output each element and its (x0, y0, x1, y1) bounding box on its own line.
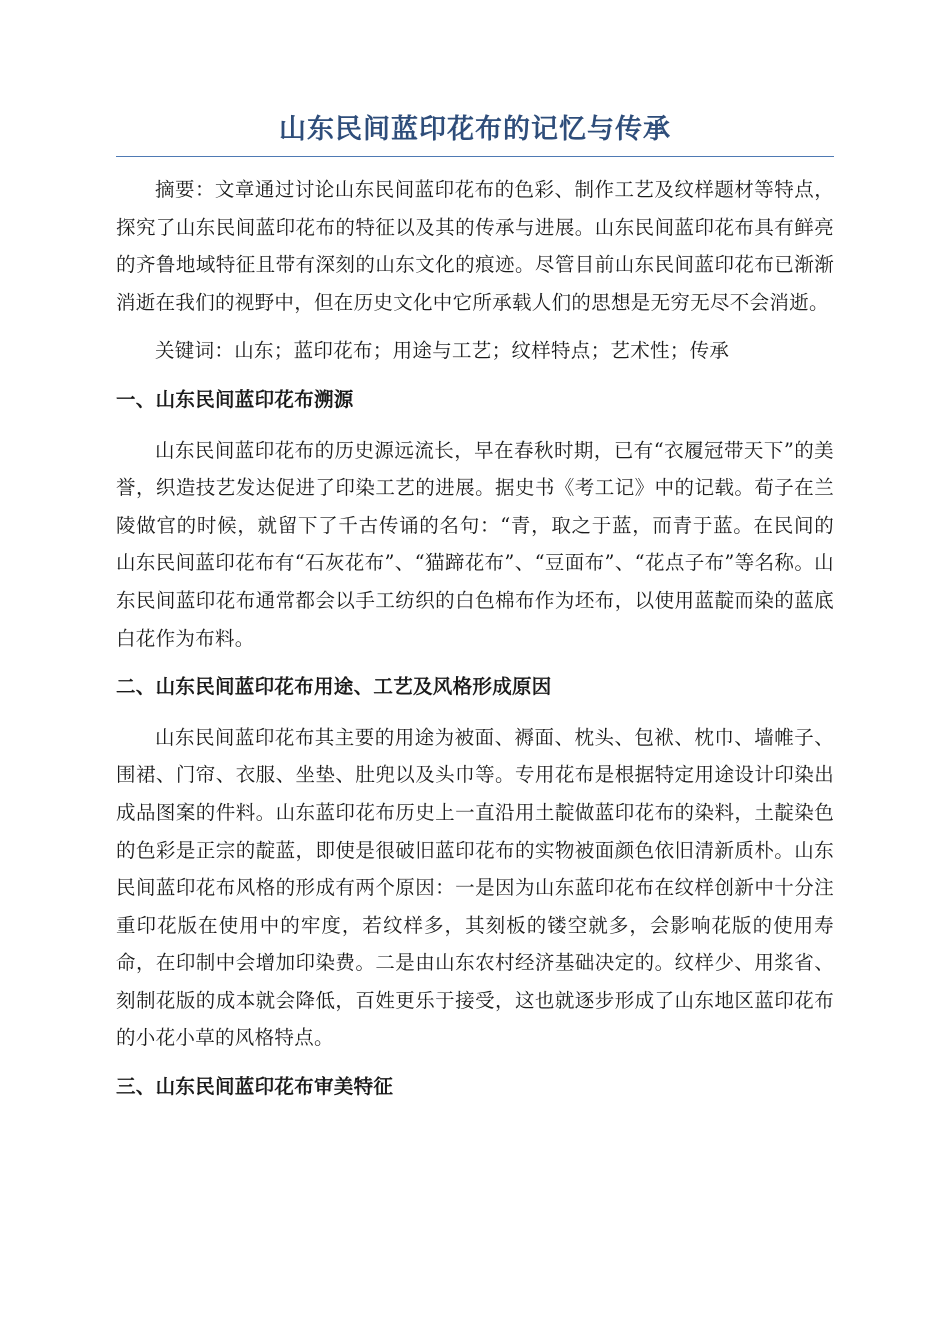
document-page (116, 104, 834, 1106)
title-underline (116, 156, 834, 157)
section-heading-3: 三、山东民间蓝印花布审美特征 (116, 1075, 394, 1099)
section-body-2: 山东民间蓝印花布其主要的用途为被面、褥面、枕头、包袱、枕巾、墙帷子、围裙、门帘、衣服、坐垫、肚兜以及头巾等。专用花布是根据特定用途设计印染出成品图案的件料。山东蓝印花布历史上一直沿用土靛做蓝印花布的染料，土靛染色的色彩是正宗的靛蓝，即使是很破旧蓝印花布的实物被面颜色依旧清新质朴。山东民间蓝印花布风格的形成有两个原因：一是因为山东蓝印花布在纹样创新中十分注重印花版在使用中的牢度，若纹样多，其刻板的镂空就多，会影响花版的使用寿命，在印制中会增加印染费。二是由山东农村经济基础决定的。纹样少、用浆省、刻制花版的成本就会降低，百姓更乐于接受，这也就逐步形成了山东地区蓝印花布的小花小草的风格特点。 (116, 725, 834, 1050)
section-heading-1: 一、山东民间蓝印花布溯源 (116, 387, 354, 411)
abstract-paragraph: 摘要：文章通过讨论山东民间蓝印花布的色彩、制作工艺及纹样题材等特点，探究了山东民间蓝印花布的特征以及其的传承与进展。山东民间蓝印花布具有鲜亮的齐鲁地域特征且带有深刻的山东文化的痕迹。尽管目前山东民间蓝印花布已渐渐消逝在我们的视野中，但在历史文化中它所承载人们的思想是无穷无尽不会消逝。 (116, 178, 834, 314)
section-body-1: 山东民间蓝印花布的历史源远流长，早在春秋时期，已有“衣履冠带天下”的美誉，织造技艺发达促进了印染工艺的进展。据史书《考工记》中的记载。荀子在兰陵做官的时候，就留下了千古传诵的名句：“青，取之于蓝，而青于蓝。在民间的山东民间蓝印花布有“石灰花布”、“猫蹄花布”、“豆面布”、“花点子布”等名称。山东民间蓝印花布通常都会以手工纺织的白色棉布作为坯布，以使用蓝靛而染的蓝底白花作为布料。 (116, 438, 834, 650)
document-title: 山东民间蓝印花布的记忆与传承 (279, 114, 671, 145)
keywords-line: 关键词：山东；蓝印花布；用途与工艺；纹样特点；艺术性；传承 (155, 339, 730, 363)
section-heading-2: 二、山东民间蓝印花布用途、工艺及风格形成原因 (116, 675, 552, 699)
